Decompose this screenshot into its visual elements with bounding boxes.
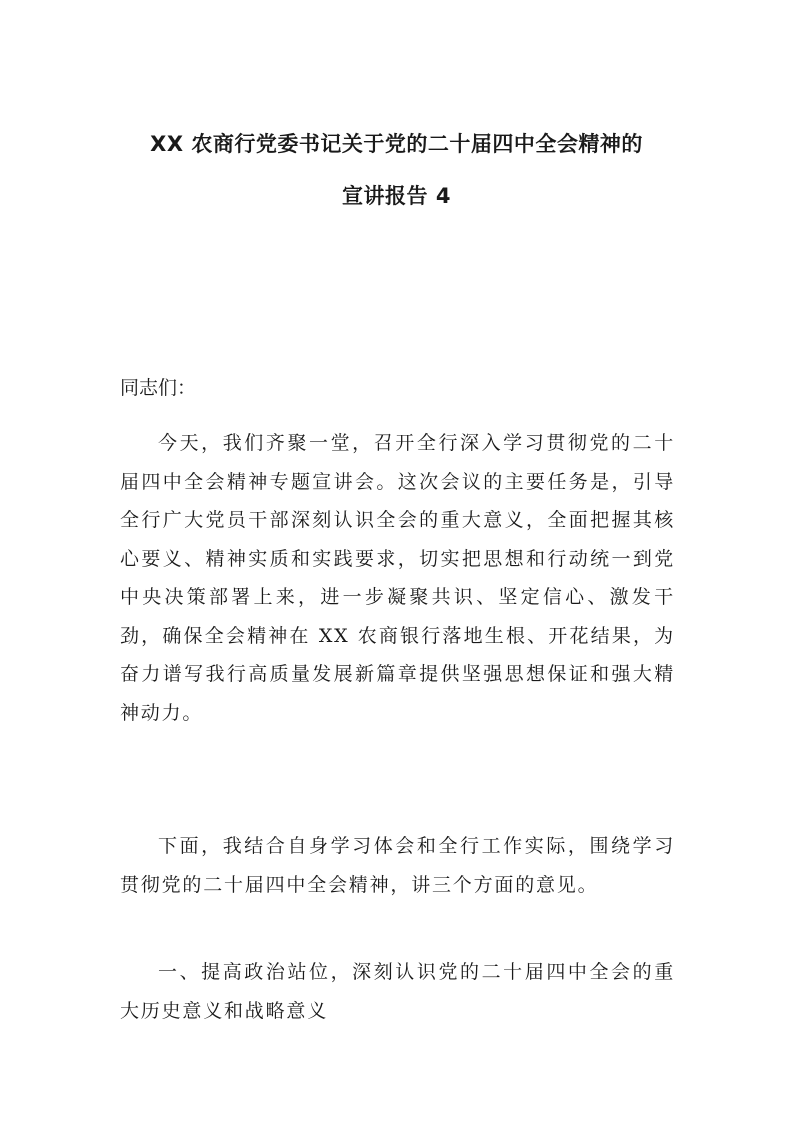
document-title-line-2: 宣讲报告 4 — [342, 184, 451, 208]
document-title-line-1: XX 农商行党委书记关于党的二十届四中全会精神的 — [150, 132, 643, 156]
body-paragraph-intro: 今天，我们齐聚一堂，召开全行深入学习贯彻党的二十届四中全会精神专题宣讲会。这次会议的主要任务是，引导全行广大党员干部深刻认识全会的重大意义，全面把握其核心要义、精神实质和实践要求，切实把思想和行动统一到党中央决策部署上来，进一步凝聚共识、坚定信心、激发干劲，确保全会精神在 XX 农商银行落地生根、开花结果，为奋力谱写我行高质量发展新篇章提供坚强思想保证和强大精神动力。 — [120, 432, 675, 724]
salutation: 同志们： — [120, 377, 197, 399]
section-heading-1: 一、提高政治站位，深刻认识党的二十届四中全会的重大历史意义和战略意义 — [120, 961, 675, 1022]
body-paragraph-outline: 下面，我结合自身学习体会和全行工作实际，围绕学习贯彻党的二十届四中全会精神，讲三个方面的意见。 — [120, 835, 675, 896]
